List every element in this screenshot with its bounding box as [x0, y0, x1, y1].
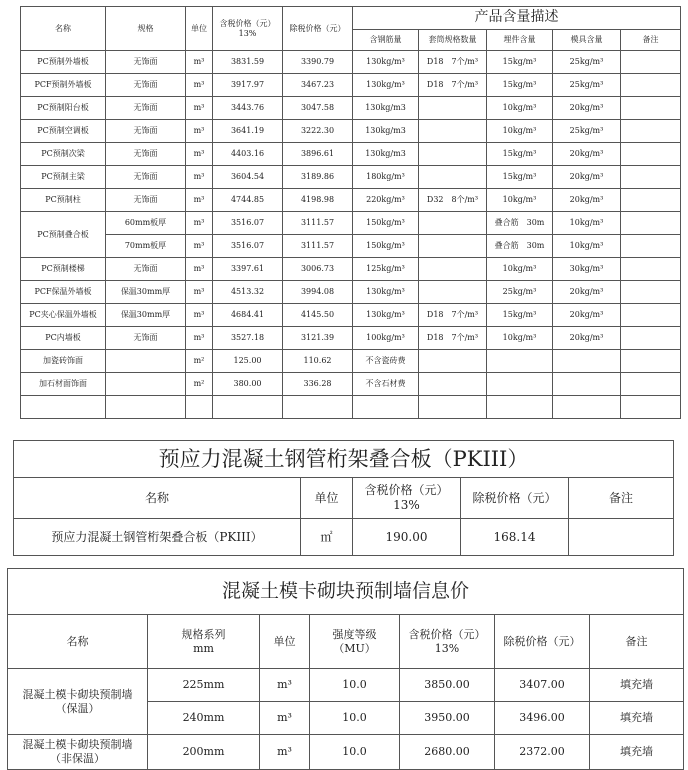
cell-tax: 3850.00 [400, 669, 495, 702]
cell-notax: 3896.61 [283, 143, 353, 166]
cell-spec: 无饰面 [106, 258, 186, 281]
header-spec-unit: mm [193, 641, 214, 655]
cell-notax: 3496.00 [495, 702, 590, 735]
cell-unit: m³ [186, 281, 213, 304]
table-row [21, 51, 681, 74]
cell-steel: 不含瓷砖费 [353, 350, 419, 373]
cell-spec: 无饰面 [106, 120, 186, 143]
cell-mold [553, 350, 621, 373]
table-row [21, 74, 681, 97]
header-notax-price: 除税价格（元） [495, 615, 590, 669]
cell-embed: 10kg/m³ [487, 120, 553, 143]
cell-unit: m³ [186, 120, 213, 143]
header-unit: 单位 [260, 615, 310, 669]
cell-note [621, 373, 681, 396]
group2-name-line1: 混凝土模卡砌块预制墙 [22, 738, 133, 752]
cell-notax: 3111.57 [283, 212, 353, 235]
cell-note [621, 97, 681, 120]
cell-unit: m³ [186, 97, 213, 120]
header-spec [148, 615, 260, 669]
cell-embed: 15kg/m³ [487, 304, 553, 327]
table-row [21, 120, 681, 143]
table-row [8, 669, 684, 702]
header-notax-price: 除税价格（元） [283, 7, 353, 51]
cell-mold: 25kg/m³ [553, 51, 621, 74]
cell-mold: 20kg/m³ [553, 281, 621, 304]
cell-spec [106, 396, 186, 419]
table-row [21, 212, 681, 235]
cell-notax: 110.62 [283, 350, 353, 373]
cell-tax: 3831.59 [213, 51, 283, 74]
header-grade-label: 强度等级 [332, 627, 377, 641]
table-row [21, 281, 681, 304]
cell-name: PC预制主梁 [21, 166, 106, 189]
block-wall-price-table [7, 568, 684, 770]
cell-sleeve: D18 7个/m³ [419, 304, 487, 327]
table-row [21, 235, 681, 258]
cell-note [569, 519, 674, 556]
cell-name: PC预制空调板 [21, 120, 106, 143]
cell-embed [487, 373, 553, 396]
cell-embed: 15kg/m³ [487, 51, 553, 74]
cell-steel [353, 396, 419, 419]
table-row [21, 350, 681, 373]
cell-name: PCF保温外墙板 [21, 281, 106, 304]
table1-rows-b [21, 258, 681, 419]
cell-steel: 不含石材费 [353, 373, 419, 396]
table-row [21, 373, 681, 396]
cell-tax: 3397.61 [213, 258, 283, 281]
cell-note [621, 189, 681, 212]
cell-spec: 保温30mm厚 [106, 304, 186, 327]
cell-embed: 10kg/m³ [487, 258, 553, 281]
header-tax-rate: 13% [434, 641, 460, 655]
header-content-title: 产品含量描述 [353, 7, 681, 30]
header-tax-price [353, 478, 461, 519]
cell-notax: 3390.79 [283, 51, 353, 74]
cell-spec: 无饰面 [106, 166, 186, 189]
cell-unit: ㎡ [301, 519, 353, 556]
cell-unit: m³ [186, 74, 213, 97]
cell-notax: 3994.08 [283, 281, 353, 304]
header-tax-price [400, 615, 495, 669]
header-note: 备注 [621, 30, 681, 51]
table-row [21, 396, 681, 419]
cell-spec: 无饰面 [106, 143, 186, 166]
cell-steel: 130kg/m3 [353, 143, 419, 166]
cell-steel: 150kg/m³ [353, 235, 419, 258]
header-embed: 埋件含量 [487, 30, 553, 51]
cell-note [621, 235, 681, 258]
cell-tax: 3443.76 [213, 97, 283, 120]
header-spec-label: 规格系列 [181, 627, 226, 641]
table1-rows-a [21, 51, 681, 212]
header-tax-price-label: 含税价格（元） [408, 627, 486, 641]
cell-sleeve [419, 120, 487, 143]
cell-grade: 10.0 [310, 702, 400, 735]
header-grade-unit: （MU） [333, 641, 376, 655]
cell-spec [106, 373, 186, 396]
group2-name-line2: （非保温） [50, 752, 105, 765]
cell-mold: 20kg/m³ [553, 327, 621, 350]
header-name: 名称 [21, 7, 106, 51]
composite-name: PC预制叠合板 [21, 212, 106, 258]
header-unit: 单位 [186, 7, 213, 51]
cell-embed: 叠合筋 30m [487, 235, 553, 258]
cell-unit: m³ [186, 166, 213, 189]
cell-name: PC内墙板 [21, 327, 106, 350]
cell-sleeve [419, 97, 487, 120]
header-tax-rate: 13% [238, 28, 257, 38]
cell-steel: 130kg/m3 [353, 120, 419, 143]
header-unit: 单位 [301, 478, 353, 519]
cell-steel: 130kg/m³ [353, 304, 419, 327]
cell-notax: 3189.86 [283, 166, 353, 189]
cell-steel: 150kg/m³ [353, 212, 419, 235]
cell-note [621, 51, 681, 74]
cell-spec: 240mm [148, 702, 260, 735]
cell-mold: 20kg/m³ [553, 166, 621, 189]
cell-mold [553, 373, 621, 396]
cell-mold: 20kg/m³ [553, 143, 621, 166]
cell-steel: 125kg/m³ [353, 258, 419, 281]
cell-note [621, 143, 681, 166]
cell-steel: 130kg/m³ [353, 281, 419, 304]
cell-sleeve: D18 7个/m³ [419, 327, 487, 350]
cell-tax: 2680.00 [400, 735, 495, 770]
cell-note [621, 350, 681, 373]
cell-name: 加瓷砖饰面 [21, 350, 106, 373]
header-grade [310, 615, 400, 669]
cell-tax: 4684.41 [213, 304, 283, 327]
cell-embed: 15kg/m³ [487, 166, 553, 189]
header-row [14, 478, 674, 519]
cell-notax: 3111.57 [283, 235, 353, 258]
cell-notax: 168.14 [461, 519, 569, 556]
cell-sleeve [419, 350, 487, 373]
cell-note [621, 212, 681, 235]
table-row [21, 143, 681, 166]
cell-embed [487, 350, 553, 373]
cell-notax: 3407.00 [495, 669, 590, 702]
cell-embed: 15kg/m³ [487, 143, 553, 166]
cell-steel: 180kg/m³ [353, 166, 419, 189]
cell-steel: 130kg/m³ [353, 74, 419, 97]
cell-name: PC夹心保温外墙板 [21, 304, 106, 327]
cell-embed [487, 396, 553, 419]
cell-name [21, 396, 106, 419]
cell-unit: m³ [186, 212, 213, 235]
cell-steel: 130kg/m3 [353, 97, 419, 120]
cell-spec: 无饰面 [106, 327, 186, 350]
cell-sleeve: D32 8个/m³ [419, 189, 487, 212]
cell-mold: 20kg/m³ [553, 304, 621, 327]
pkiii-price-table [13, 440, 674, 556]
cell-tax: 3950.00 [400, 702, 495, 735]
cell-sleeve: D18 7个/m³ [419, 74, 487, 97]
cell-unit [186, 396, 213, 419]
cell-notax: 4198.98 [283, 189, 353, 212]
cell-sleeve [419, 143, 487, 166]
header-name: 名称 [8, 615, 148, 669]
cell-note [621, 120, 681, 143]
cell-mold: 10kg/m³ [553, 235, 621, 258]
cell-notax: 4145.50 [283, 304, 353, 327]
table-row [21, 327, 681, 350]
group2-name [8, 735, 148, 770]
cell-unit: m³ [186, 327, 213, 350]
table-row [21, 304, 681, 327]
cell-grade: 10.0 [310, 735, 400, 770]
cell-notax: 3047.58 [283, 97, 353, 120]
table-row [21, 97, 681, 120]
cell-spec: 无饰面 [106, 97, 186, 120]
header-row [8, 615, 684, 669]
header-mold: 模具含量 [553, 30, 621, 51]
cell-spec [106, 350, 186, 373]
cell-notax: 3121.39 [283, 327, 353, 350]
table-row [21, 258, 681, 281]
cell-tax: 3527.18 [213, 327, 283, 350]
cell-name: PC预制阳台板 [21, 97, 106, 120]
cell-spec: 70mm板厚 [106, 235, 186, 258]
cell-unit: m³ [186, 143, 213, 166]
cell-embed: 15kg/m³ [487, 74, 553, 97]
table-row [21, 189, 681, 212]
cell-sleeve [419, 281, 487, 304]
header-sleeve: 套筒规格数量 [419, 30, 487, 51]
cell-tax: 125.00 [213, 350, 283, 373]
cell-notax [283, 396, 353, 419]
cell-spec: 无饰面 [106, 74, 186, 97]
group1-name-line1: 混凝土模卡砌块预制墙 [22, 687, 133, 701]
precast-component-table [20, 6, 681, 419]
cell-mold: 20kg/m³ [553, 189, 621, 212]
cell-unit: m³ [260, 735, 310, 770]
cell-sleeve [419, 235, 487, 258]
header-tax-price [213, 7, 283, 51]
cell-embed: 25kg/m³ [487, 281, 553, 304]
cell-grade: 10.0 [310, 669, 400, 702]
cell-unit: m² [186, 373, 213, 396]
cell-unit: m² [186, 350, 213, 373]
header-tax-price-label: 含税价格（元） [364, 483, 449, 497]
cell-name: PC预制外墙板 [21, 51, 106, 74]
cell-tax: 190.00 [353, 519, 461, 556]
cell-spec: 200mm [148, 735, 260, 770]
cell-note [621, 74, 681, 97]
cell-tax: 3516.07 [213, 235, 283, 258]
header-name: 名称 [14, 478, 301, 519]
cell-name: 预应力混凝土钢管桁架叠合板（PKIII） [14, 519, 301, 556]
cell-tax: 380.00 [213, 373, 283, 396]
cell-notax: 3467.23 [283, 74, 353, 97]
cell-note [621, 281, 681, 304]
cell-sleeve [419, 396, 487, 419]
group1-name [8, 669, 148, 735]
cell-mold: 25kg/m³ [553, 120, 621, 143]
header-tax-rate: 13% [393, 498, 420, 512]
cell-tax: 4403.16 [213, 143, 283, 166]
cell-notax: 336.28 [283, 373, 353, 396]
header-tax-price-label: 含税价格（元） [219, 18, 276, 28]
table-row [8, 735, 684, 770]
cell-tax: 4744.85 [213, 189, 283, 212]
cell-notax: 3222.30 [283, 120, 353, 143]
header-spec: 规格 [106, 7, 186, 51]
cell-tax: 3917.97 [213, 74, 283, 97]
cell-mold [553, 396, 621, 419]
cell-notax: 3006.73 [283, 258, 353, 281]
cell-embed: 10kg/m³ [487, 189, 553, 212]
cell-unit: m³ [186, 189, 213, 212]
cell-note [621, 258, 681, 281]
cell-mold: 20kg/m³ [553, 97, 621, 120]
cell-notax: 2372.00 [495, 735, 590, 770]
cell-sleeve [419, 373, 487, 396]
cell-tax: 3641.19 [213, 120, 283, 143]
header-note: 备注 [569, 478, 674, 519]
cell-mold: 25kg/m³ [553, 74, 621, 97]
cell-note: 填充墙 [590, 669, 684, 702]
cell-note: 填充墙 [590, 702, 684, 735]
cell-steel: 220kg/m³ [353, 189, 419, 212]
cell-spec: 保温30mm厚 [106, 281, 186, 304]
cell-mold: 30kg/m³ [553, 258, 621, 281]
header-note: 备注 [590, 615, 684, 669]
table-row [14, 519, 674, 556]
header-notax-price: 除税价格（元） [461, 478, 569, 519]
cell-tax [213, 396, 283, 419]
cell-spec: 无饰面 [106, 51, 186, 74]
cell-note: 填充墙 [590, 735, 684, 770]
cell-name: PC预制楼梯 [21, 258, 106, 281]
cell-name: 加石材面饰面 [21, 373, 106, 396]
table-row [21, 166, 681, 189]
header-row-1 [21, 7, 681, 30]
cell-sleeve [419, 212, 487, 235]
header-steel: 含钢筋量 [353, 30, 419, 51]
cell-sleeve: D18 7个/m³ [419, 51, 487, 74]
cell-mold: 10kg/m³ [553, 212, 621, 235]
cell-steel: 100kg/m³ [353, 327, 419, 350]
cell-embed: 叠合筋 30m [487, 212, 553, 235]
table2-title: 预应力混凝土钢管桁架叠合板（PKIII） [14, 441, 674, 478]
cell-unit: m³ [186, 235, 213, 258]
cell-tax: 4513.32 [213, 281, 283, 304]
cell-unit: m³ [186, 51, 213, 74]
cell-embed: 10kg/m³ [487, 327, 553, 350]
cell-steel: 130kg/m³ [353, 51, 419, 74]
cell-sleeve [419, 166, 487, 189]
cell-name: PC预制次梁 [21, 143, 106, 166]
cell-unit: m³ [186, 258, 213, 281]
cell-note [621, 304, 681, 327]
cell-note [621, 166, 681, 189]
cell-spec: 60mm板厚 [106, 212, 186, 235]
cell-name: PCF预制外墙板 [21, 74, 106, 97]
table3-title: 混凝土模卡砌块预制墙信息价 [8, 569, 684, 615]
cell-tax: 3604.54 [213, 166, 283, 189]
cell-spec: 无饰面 [106, 189, 186, 212]
cell-note [621, 396, 681, 419]
cell-embed: 10kg/m³ [487, 97, 553, 120]
cell-sleeve [419, 258, 487, 281]
cell-spec: 225mm [148, 669, 260, 702]
cell-unit: m³ [260, 702, 310, 735]
cell-name: PC预制柱 [21, 189, 106, 212]
cell-tax: 3516.07 [213, 212, 283, 235]
cell-note [621, 327, 681, 350]
group1-name-line2: （保温） [55, 701, 100, 715]
cell-unit: m³ [260, 669, 310, 702]
cell-unit: m³ [186, 304, 213, 327]
